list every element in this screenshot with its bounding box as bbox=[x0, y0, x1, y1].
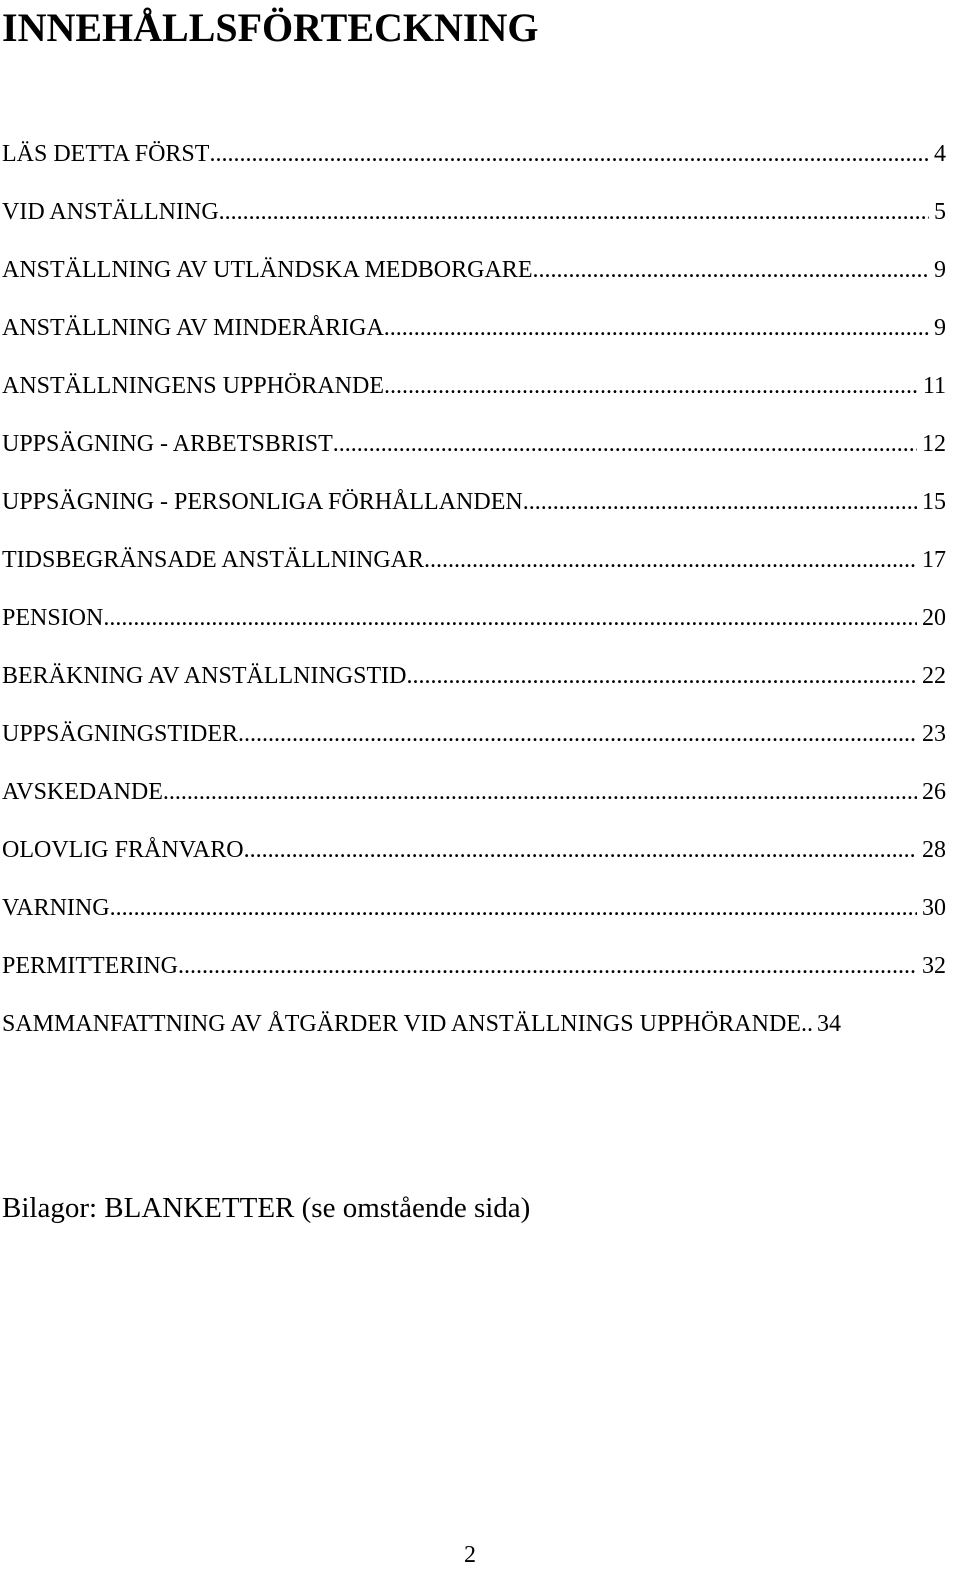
toc-entry[interactable] bbox=[2, 428, 946, 486]
toc-entry[interactable] bbox=[2, 312, 946, 370]
toc-entry-page: 28 bbox=[922, 837, 946, 863]
toc-dot-leader bbox=[384, 312, 929, 344]
toc-dot-leader bbox=[110, 892, 917, 924]
toc-entry[interactable] bbox=[2, 138, 946, 196]
toc-entry-page: 22 bbox=[922, 663, 946, 689]
toc-entry-page: 4 bbox=[934, 141, 946, 167]
toc-entry-title: UPPSÄGNING - PERSONLIGA FÖRHÅLLANDEN bbox=[2, 489, 523, 515]
toc-dot-leader bbox=[406, 660, 917, 692]
toc-entry-title: PENSION bbox=[2, 605, 104, 631]
toc-dot-leader bbox=[238, 718, 917, 750]
toc-entry-page: 34 bbox=[816, 1011, 841, 1037]
toc-entry-page: 9 bbox=[934, 315, 946, 341]
toc-entry-title: UPPSÄGNINGSTIDER bbox=[2, 721, 239, 747]
toc-entry-page: 5 bbox=[934, 199, 946, 225]
toc-entry-page: 17 bbox=[922, 547, 946, 573]
page-number: 2 bbox=[464, 1542, 476, 1568]
toc-entry-page: 23 bbox=[922, 721, 946, 747]
toc-entry-title: LÄS DETTA FÖRST bbox=[2, 141, 210, 167]
toc-entry-title: ANSTÄLLNING AV UTLÄNDSKA MEDBORGARE bbox=[2, 257, 533, 283]
toc-entry[interactable] bbox=[2, 544, 946, 602]
toc-dot-leader bbox=[333, 428, 917, 460]
toc-dot-leader bbox=[384, 370, 918, 402]
toc-entry[interactable] bbox=[2, 718, 946, 776]
toc-dot-leader bbox=[244, 834, 917, 866]
toc-entry[interactable] bbox=[2, 1008, 946, 1066]
toc-dot-leader bbox=[424, 544, 917, 576]
toc-dot-leader bbox=[219, 196, 929, 228]
toc-entry-page: 11 bbox=[922, 373, 946, 399]
toc-dot-leader bbox=[523, 486, 917, 518]
toc-dot-leader bbox=[103, 602, 917, 634]
toc-entry[interactable] bbox=[2, 370, 946, 428]
toc-entry-title: AVSKEDANDE bbox=[2, 779, 163, 805]
toc-entry[interactable] bbox=[2, 660, 946, 718]
toc-entry-title: PERMITTERING bbox=[2, 953, 178, 979]
attachments-note: Bilagor: BLANKETTER (se omstående sida) bbox=[2, 1192, 531, 1224]
toc-entry-title: ANSTÄLLNINGENS UPPHÖRANDE bbox=[2, 373, 385, 399]
toc-entry-page: 9 bbox=[934, 257, 946, 283]
toc-entry[interactable] bbox=[2, 602, 946, 660]
toc-entry-title: OLOVLIG FRÅNVARO bbox=[2, 837, 244, 863]
toc-entry-page: 32 bbox=[922, 953, 946, 979]
toc-dot-leader bbox=[532, 254, 929, 286]
toc-entry-title: BERÄKNING AV ANSTÄLLNINGSTID bbox=[2, 663, 407, 689]
table-of-contents bbox=[2, 138, 946, 1066]
toc-entry-title: VARNING bbox=[2, 895, 110, 921]
toc-entry[interactable] bbox=[2, 834, 946, 892]
toc-entry-title: TIDSBEGRÄNSADE ANSTÄLLNINGAR bbox=[2, 547, 425, 573]
toc-entry[interactable] bbox=[2, 892, 946, 950]
toc-entry-page: 20 bbox=[922, 605, 946, 631]
toc-dot-leader bbox=[178, 950, 917, 982]
toc-entry-page: 26 bbox=[922, 779, 946, 805]
toc-entry-title: SAMMANFATTNING AV ÅTGÄRDER VID ANSTÄLLNINGS UPPHÖRANDE bbox=[2, 1011, 801, 1037]
toc-entry-page: 15 bbox=[922, 489, 946, 515]
toc-entry-page: 30 bbox=[922, 895, 946, 921]
toc-entry[interactable] bbox=[2, 196, 946, 254]
toc-entry[interactable] bbox=[2, 254, 946, 312]
toc-dot-leader bbox=[209, 138, 929, 170]
toc-entry[interactable] bbox=[2, 486, 946, 544]
toc-entry[interactable] bbox=[2, 776, 946, 834]
toc-dot-leader bbox=[163, 776, 917, 808]
toc-entry-page: 12 bbox=[922, 431, 946, 457]
toc-entry-title: UPPSÄGNING - ARBETSBRIST bbox=[2, 431, 333, 457]
toc-dot-leader bbox=[801, 1008, 814, 1040]
page-title: INNEHÅLLSFÖRTECKNING bbox=[2, 5, 539, 50]
toc-entry[interactable] bbox=[2, 950, 946, 1008]
toc-entry-title: ANSTÄLLNING AV MINDERÅRIGA bbox=[2, 315, 384, 341]
toc-entry-title: VID ANSTÄLLNING bbox=[2, 199, 219, 225]
